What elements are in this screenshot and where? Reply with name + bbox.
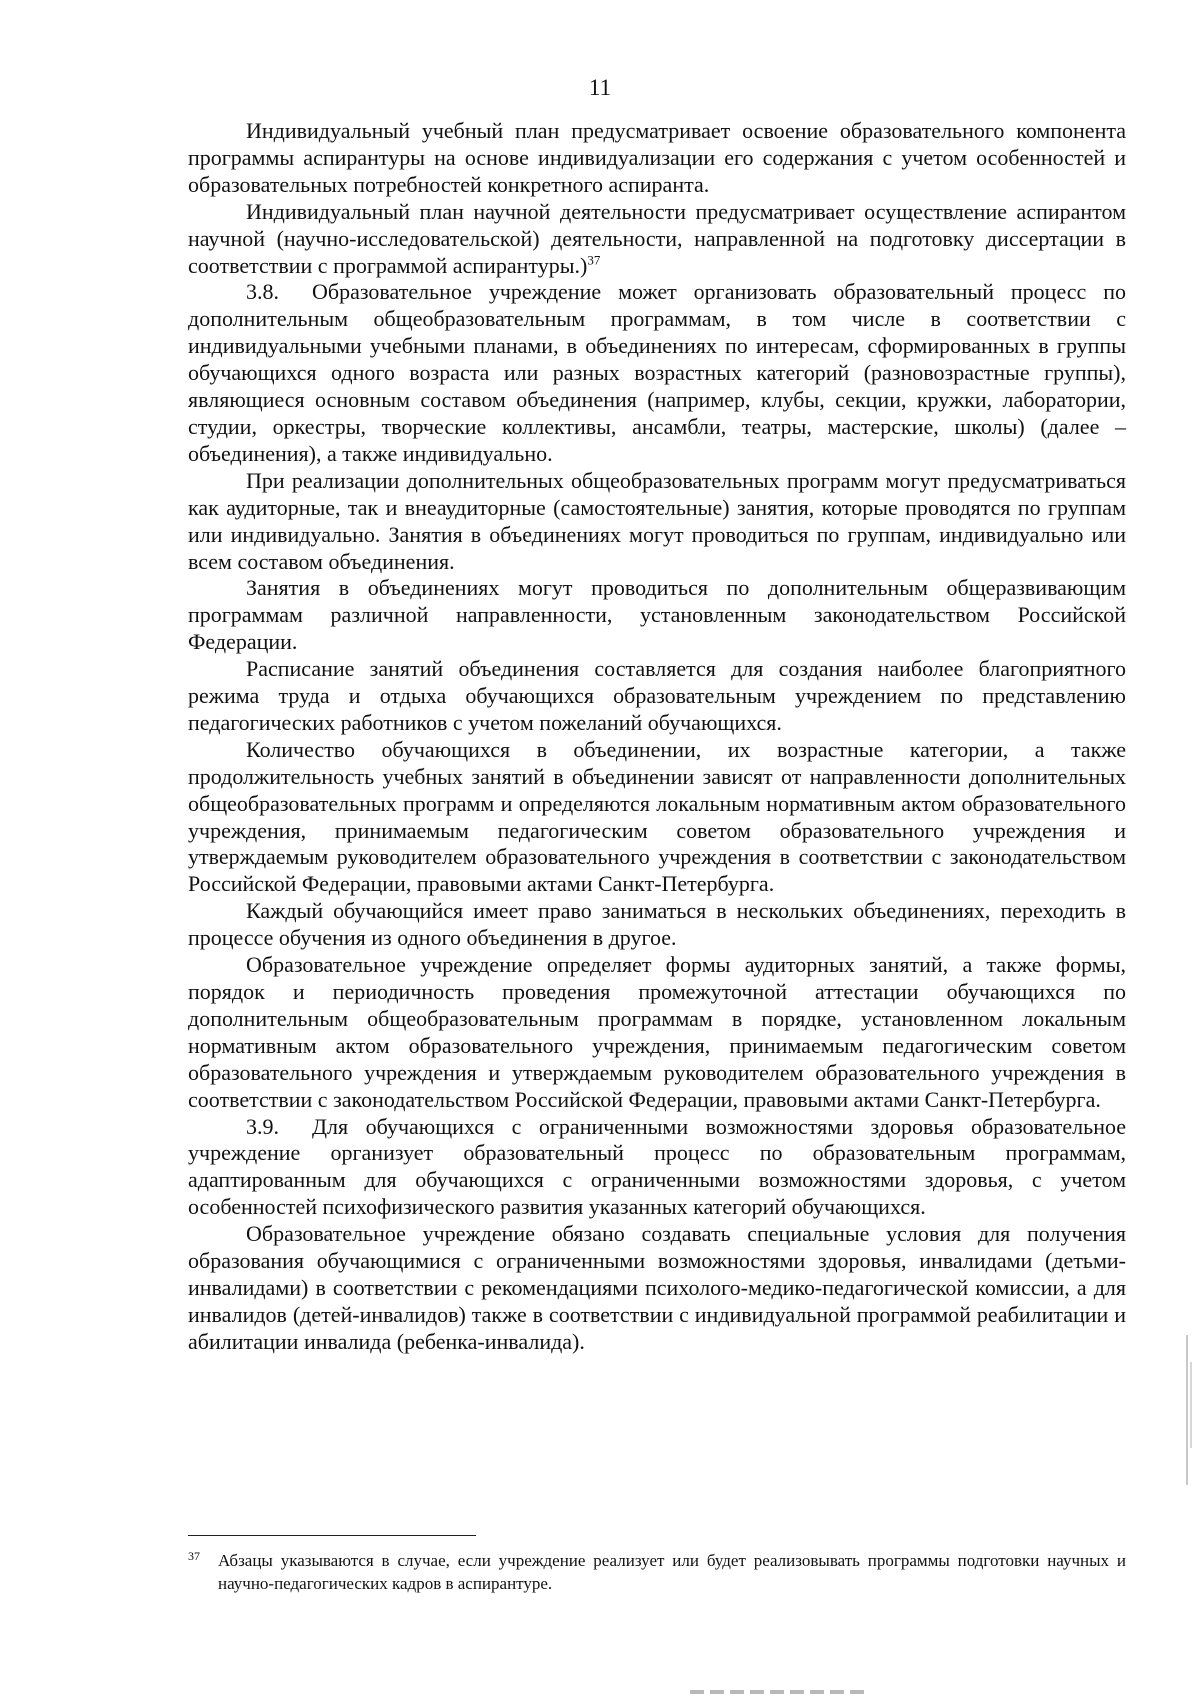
paragraph-individual-research-plan bbox=[188, 199, 1126, 280]
body-text bbox=[188, 118, 1126, 1356]
paragraph-text: Занятия в объединениях могут проводиться по дополнительным общеразвивающим программам различной направленности, установленным законодательством Российской Федерации. bbox=[188, 575, 1126, 655]
footnote-text: Абзацы указываются в случае, если учреждение реализует или будет реализовывать программы подготовки научных и научно-педагогических кадров в аспирантуре. bbox=[218, 1551, 1126, 1593]
paragraph-student-rights bbox=[188, 898, 1126, 952]
paragraph-special-conditions bbox=[188, 1221, 1126, 1356]
paragraph-schedule bbox=[188, 656, 1126, 737]
paragraph-text: Индивидуальный учебный план предусматривает освоение образовательного компонента программы аспирантуры на основе индивидуализации его содержания с учетом особенностей и образовательных потребностей конкретного аспиранта. bbox=[188, 118, 1126, 197]
paragraph-attestation bbox=[188, 952, 1126, 1113]
scan-edge-mark bbox=[1190, 1362, 1192, 1448]
paragraph-text: Расписание занятий объединения составляется для создания наиболее благоприятного режима труда и отдыха обучающихся образовательным учреждением по представлению педагогических работников с учетом пожеланий обучающихся. bbox=[188, 656, 1126, 735]
clause-number: 3.8. bbox=[246, 279, 279, 305]
paragraph-text: Каждый обучающийся имеет право заниматься в нескольких объединениях, переходить в процессе обучения из одного объединения в другое. bbox=[188, 898, 1126, 951]
paragraph-text: Образовательное учреждение определяет формы аудиторных занятий, а также формы, порядок и периодичность проведения промежуточной аттестации обучающихся по дополнительным общеобразовательным программам в порядке, установленном локальным нормативным актом образовательного учреждения, принимаемым педагогическим советом образовательного учреждения и утверждаемым руководителем образовательного учреждения в соответствии с законодательством Российской Федерации, правовыми актами Санкт-Петербурга. bbox=[188, 952, 1126, 1112]
paragraph-additional-programs bbox=[188, 468, 1126, 576]
footnote bbox=[188, 1549, 1126, 1595]
scan-edge-mark bbox=[1186, 1335, 1188, 1485]
paragraph-text: Образовательное учреждение обязано создавать специальные условия для получения образования обучающимися с ограниченными возможностями здоровья, инвалидами (детьми-инвалидами) в соответствии с рекомендациями психолого-медико-педагогической комиссии, а для инвалидов (детей-инвалидов) также в соответствии с индивидуальной программой реабилитации и абилитации инвалида (ребенка-инвалида). bbox=[188, 1221, 1126, 1354]
scan-bleed-through bbox=[690, 1690, 870, 1694]
clause-number: 3.9. bbox=[246, 1113, 279, 1139]
paragraph-text: Количество обучающихся в объединении, их возрастные категории, а также продолжительность учебных занятий в объединении зависят от направленности дополнительных общеобразовательных программ и определяются локальным нормативным актом образовательного учреждения, принимаемым педагогическим советом образовательного учреждения и утверждаемым руководителем образовательного учреждения в соответствии с законодательством Российской Федерации, правовыми актами Санкт-Петербурга. bbox=[188, 736, 1126, 897]
footnote-separator bbox=[188, 1535, 476, 1536]
paragraph-number-of-students bbox=[188, 737, 1126, 898]
footnote-reference[interactable]: 37 bbox=[587, 252, 601, 268]
paragraph-clause-3-8 bbox=[188, 279, 1126, 467]
paragraph-text: При реализации дополнительных общеобразовательных программ могут предусматриваться как аудиторные, так и внеаудиторные (самостоятельные) занятия, которые проводятся по группам или индивидуально. Занятия в объединениях могут проводиться по группам, индивидуально или всем составом объединения. bbox=[188, 467, 1126, 574]
paragraph-text: Образовательное учреждение может организовать образовательный процесс по дополнительным общеобразовательным программам, в том числе в соответствии с индивидуальными учебными планами, в объединениях по интересам, сформированных в группы обучающихся одного возраста или разных возрастных категорий (разновозрастные группы), являющиеся основным составом объединения (например, клубы, секции, кружки, лаборатории, студии, оркестры, творческие коллективы, ансамбли, театры, мастерские, школы) (далее – объединения), а также индивидуально. bbox=[188, 279, 1126, 466]
paragraph-text: Для обучающихся с ограниченными возможностями здоровья образовательное учреждение организует образовательный процесс по образовательным программам, адаптированным для обучающихся с ограниченными возможностями здоровья, с учетом особенностей психофизического развития указанных категорий обучающихся. bbox=[188, 1113, 1126, 1220]
paragraph-text: Индивидуальный план научной деятельности предусматривает осуществление аспирантом научной (научно-исследовательской) деятельности, направленной на подготовку диссертации в соответствии с программой аспирантуры.) bbox=[188, 198, 1126, 278]
footnote-mark: 37 bbox=[188, 1549, 200, 1563]
page-number: 11 bbox=[588, 75, 612, 100]
paragraph-general-development-programs bbox=[188, 575, 1126, 656]
paragraph-individual-study-plan bbox=[188, 118, 1126, 199]
paragraph-clause-3-9 bbox=[188, 1114, 1126, 1222]
